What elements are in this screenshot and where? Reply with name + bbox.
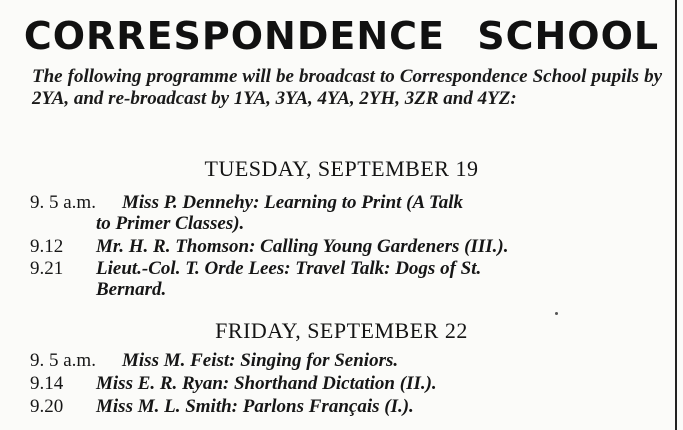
entry-time: 9.14 xyxy=(30,373,64,394)
programme-entry xyxy=(30,373,660,394)
programme-entry xyxy=(30,192,660,234)
entry-description: Miss M. Feist: Singing for Seniors. xyxy=(122,350,399,371)
entry-description: Miss M. L. Smith: Parlons Français (I.). xyxy=(96,396,414,417)
page-title: CORRESPONDENCE SCHOOL xyxy=(23,14,660,58)
entry-description-continued: to Primer Classes). xyxy=(96,213,245,234)
intro-paragraph: The following programme will be broadcast to Correspondence School pupils by 2YA, and re-broadcast by 1YA, 3YA, 4YA, 2YH, 3ZR and 4YZ: xyxy=(32,66,662,109)
programme-entry xyxy=(30,236,660,257)
entry-time: 9. 5 a.m. xyxy=(30,192,96,213)
entry-time: 9.12 xyxy=(30,236,64,257)
entry-description: Mr. H. R. Thomson: Calling Young Gardeners (III.). xyxy=(96,236,509,257)
entry-time: 9. 5 a.m. xyxy=(30,350,96,371)
programme-entry xyxy=(30,258,660,300)
entry-time: 9.20 xyxy=(30,396,64,417)
entry-description-continued: Bernard. xyxy=(96,279,167,300)
day-heading-tuesday: TUESDAY, SEPTEMBER 19 xyxy=(204,156,479,181)
entry-description: Miss E. R. Ryan: Shorthand Dictation (II.). xyxy=(96,373,437,394)
day-heading-friday: FRIDAY, SEPTEMBER 22 xyxy=(215,318,468,343)
programme-entry xyxy=(30,396,660,417)
entry-description: Lieut.-Col. T. Orde Lees: Travel Talk: Dogs of St. xyxy=(96,258,482,279)
column-rule xyxy=(675,0,677,430)
programme-entry xyxy=(30,350,660,371)
print-speck xyxy=(555,312,558,315)
entry-time: 9.21 xyxy=(30,258,64,279)
entry-description: Miss P. Dennehy: Learning to Print (A Talk xyxy=(122,192,464,213)
